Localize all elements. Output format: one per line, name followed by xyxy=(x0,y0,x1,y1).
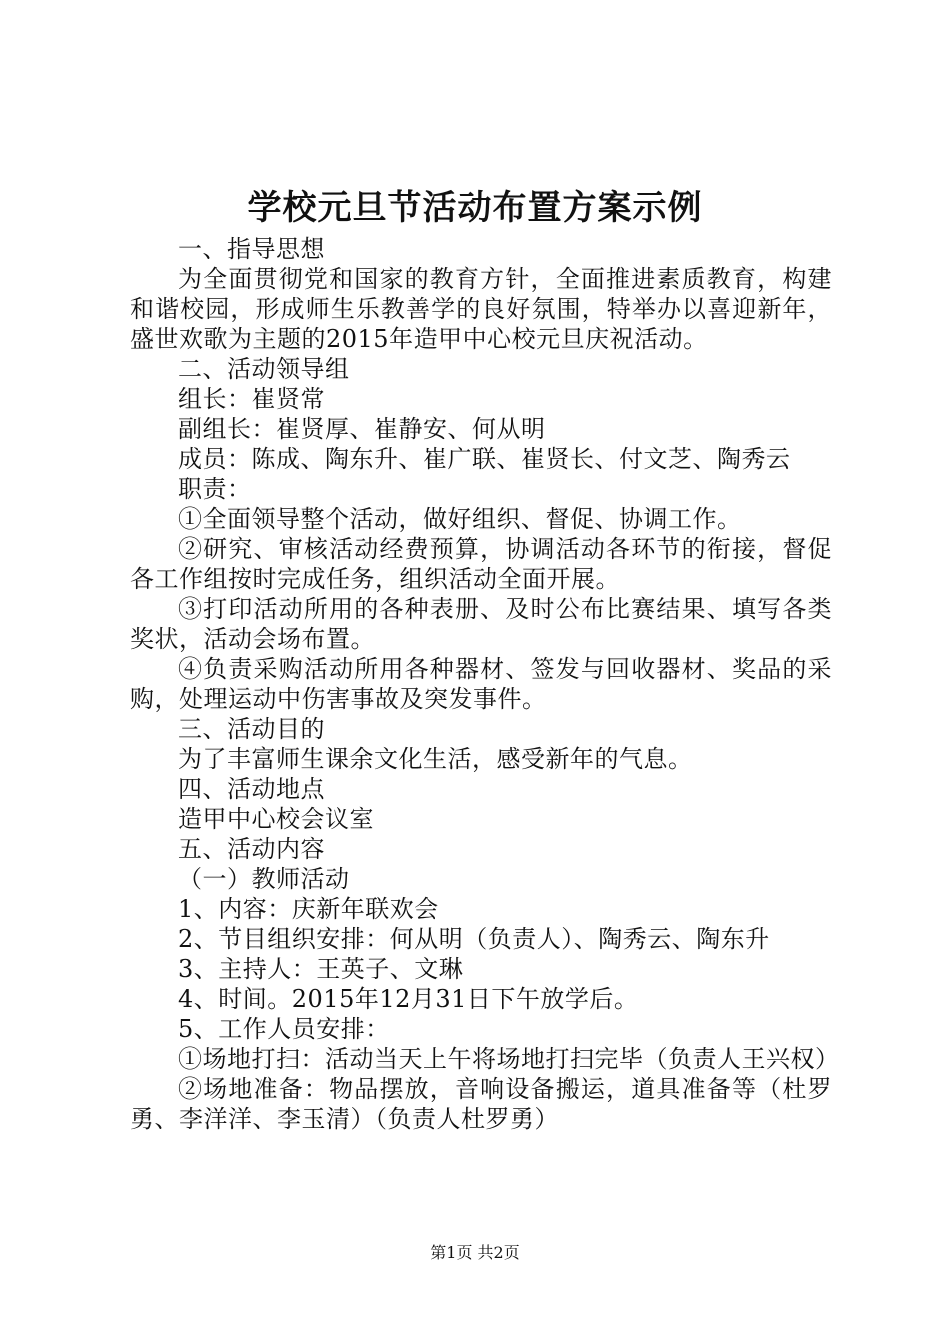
document-body xyxy=(130,234,840,1134)
list-item-content: 1、内容：庆新年联欢会 xyxy=(178,895,439,923)
document-title: 学校元旦节活动布置方案示例 xyxy=(247,188,703,228)
section-heading-location: 四、活动地点 xyxy=(178,775,325,803)
section-heading-guiding-thought: 一、指导思想 xyxy=(178,235,325,263)
list-item-content: 4、时间。2015年12月31日下午放学后。 xyxy=(178,985,639,1013)
page-number: 第1页 共2页 xyxy=(430,1243,520,1262)
list-item-staff-task: ①场地打扫：活动当天上午将场地打扫完毕（负责人王兴权） xyxy=(178,1045,840,1073)
paragraph-guiding-thought: 为全面贯彻党和国家的教育方针，全面推进素质教育，构建和谐校园，形成师生乐教善学的良好氛围，特举办以喜迎新年，盛世欢歌为主题的2015年造甲中心校元旦庆祝活动。 xyxy=(130,265,832,353)
section-heading-leadership: 二、活动领导组 xyxy=(178,355,350,383)
paragraph-location: 造甲中心校会议室 xyxy=(178,805,374,833)
paragraph-members: 成员：陈成、陶东升、崔广联、崔贤长、付文芝、陶秀云 xyxy=(178,445,791,473)
subsection-heading-teacher-activity: （一）教师活动 xyxy=(178,865,350,893)
list-item-content: 2、节目组织安排：何从明（负责人）、陶秀云、陶东升 xyxy=(178,925,770,953)
list-item-duty: ④负责采购活动所用各种器材、签发与回收器材、奖品的采购，处理运动中伤害事故及突发事件。 xyxy=(130,655,832,713)
section-heading-purpose: 三、活动目的 xyxy=(178,715,325,743)
paragraph-duties-label: 职责： xyxy=(178,475,252,503)
list-item-content: 5、工作人员安排： xyxy=(178,1015,390,1043)
paragraph-leader: 组长：崔贤常 xyxy=(178,385,325,413)
list-item-staff-task: ②场地准备：物品摆放，音响设备搬运，道具准备等（杜罗勇、李洋洋、李玉清）（负责人杜罗勇） xyxy=(130,1075,832,1133)
section-heading-content: 五、活动内容 xyxy=(178,835,325,863)
list-item-duty: ③打印活动所用的各种表册、及时公布比赛结果、填写各类奖状，活动会场布置。 xyxy=(130,595,832,653)
list-item-duty: ②研究、审核活动经费预算，协调活动各环节的衔接，督促各工作组按时完成任务，组织活动全面开展。 xyxy=(130,535,832,593)
paragraph-deputy-leaders: 副组长：崔贤厚、崔静安、何从明 xyxy=(178,415,546,443)
list-item-duty: ①全面领导整个活动，做好组织、督促、协调工作。 xyxy=(178,505,742,533)
paragraph-purpose: 为了丰富师生课余文化生活，感受新年的气息。 xyxy=(178,745,693,773)
list-item-content: 3、主持人：王英子、文琳 xyxy=(178,955,464,983)
